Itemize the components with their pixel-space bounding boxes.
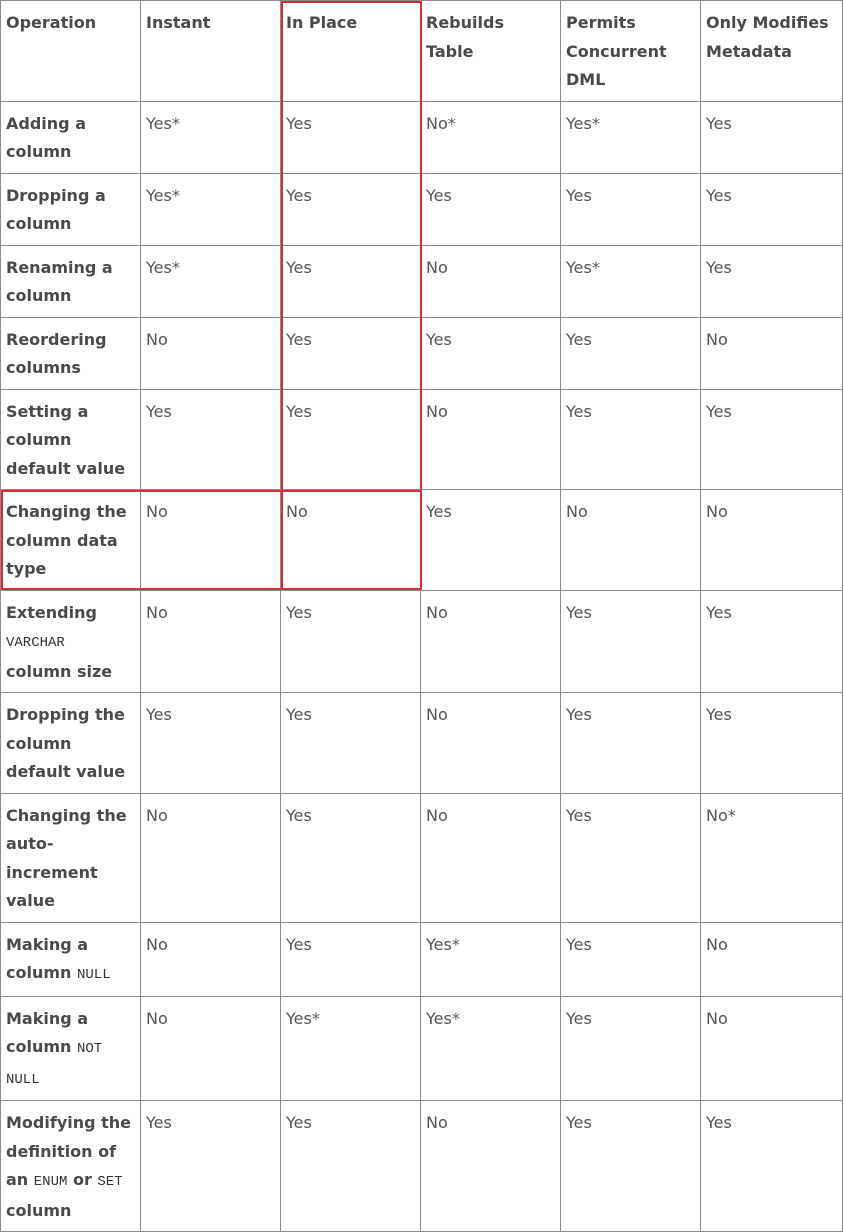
operation-cell [1,693,141,794]
operation-text: Making a column [6,934,89,982]
table-row [1,793,843,922]
header-operation: Operation [1,1,141,102]
table-row [1,922,843,996]
instant-cell: No [141,590,281,693]
permits-concurrent-dml-cell: No [561,490,701,591]
instant-cell: Yes [141,1101,281,1232]
permits-concurrent-dml-cell: Yes [561,389,701,490]
in-place-cell: Yes [281,793,421,922]
table-row [1,490,843,591]
operation-cell [1,922,141,996]
in-place-cell: No [281,490,421,591]
table-body [1,101,843,1232]
table-row [1,590,843,693]
rebuilds-table-cell: No* [421,101,561,173]
operation-text: Dropping the column default value [6,705,126,781]
only-modifies-metadata-cell: Yes [701,101,843,173]
operation-cell [1,793,141,922]
table-row [1,996,843,1101]
in-place-cell: Yes [281,101,421,173]
operation-cell [1,389,141,490]
operation-text: Changing the auto-increment value [6,805,127,910]
only-modifies-metadata-cell: No* [701,793,843,922]
permits-concurrent-dml-cell: Yes* [561,101,701,173]
table-row [1,693,843,794]
only-modifies-metadata-cell: No [701,490,843,591]
permits-concurrent-dml-cell: Yes [561,590,701,693]
rebuilds-table-cell: Yes [421,490,561,591]
header-rebuilds-table: Rebuilds Table [421,1,561,102]
instant-cell: No [141,996,281,1101]
code-literal: NULL [76,967,111,983]
permits-concurrent-dml-cell: Yes [561,173,701,245]
instant-cell: No [141,490,281,591]
instant-cell: Yes [141,693,281,794]
rebuilds-table-cell: No [421,793,561,922]
rebuilds-table-cell: No [421,389,561,490]
only-modifies-metadata-cell: No [701,317,843,389]
rebuilds-table-cell: Yes [421,317,561,389]
operation-cell [1,101,141,173]
operation-text: Renaming a column [6,257,113,305]
table-row [1,245,843,317]
only-modifies-metadata-cell: Yes [701,389,843,490]
instant-cell: Yes* [141,101,281,173]
operation-text: Changing the column data type [6,502,127,578]
in-place-cell: Yes [281,317,421,389]
header-instant: Instant [141,1,281,102]
permits-concurrent-dml-cell: Yes [561,996,701,1101]
operation-cell [1,996,141,1101]
permits-concurrent-dml-cell: Yes [561,317,701,389]
operation-text: Reordering columns [6,329,107,377]
rebuilds-table-cell: No [421,1101,561,1232]
permits-concurrent-dml-cell: Yes [561,922,701,996]
instant-cell: No [141,793,281,922]
permits-concurrent-dml-cell: Yes [561,693,701,794]
only-modifies-metadata-cell: Yes [701,693,843,794]
operation-text: or [67,1170,98,1189]
only-modifies-metadata-cell: Yes [701,173,843,245]
operation-text: Setting a column default value [6,401,126,478]
operation-text: Dropping a column [6,185,106,233]
in-place-cell: Yes [281,389,421,490]
header-permits-concurrent-dml: Permits Concurrent DML [561,1,701,102]
table-row [1,1101,843,1232]
instant-cell: No [141,922,281,996]
instant-cell: Yes* [141,245,281,317]
table-row [1,101,843,173]
in-place-cell: Yes [281,173,421,245]
code-literal: NOT NULL [6,1041,103,1088]
only-modifies-metadata-cell: Yes [701,1101,843,1232]
only-modifies-metadata-cell: Yes [701,245,843,317]
operation-text: column size [6,661,113,681]
permits-concurrent-dml-cell: Yes [561,793,701,922]
operation-text: Extending [6,602,97,622]
table-row [1,317,843,389]
in-place-cell: Yes* [281,996,421,1101]
instant-cell: Yes [141,389,281,490]
in-place-cell: Yes [281,922,421,996]
header-row [1,1,843,102]
only-modifies-metadata-cell: Yes [701,590,843,693]
operation-cell [1,490,141,591]
in-place-cell: Yes [281,590,421,693]
code-literal: SET [97,1174,123,1190]
operation-cell [1,317,141,389]
operation-cell [1,173,141,245]
rebuilds-table-cell: No [421,693,561,794]
rebuilds-table-cell: No [421,590,561,693]
operation-text: column [6,1200,72,1220]
operation-text: Adding a column [6,113,86,161]
rebuilds-table-cell: Yes* [421,922,561,996]
in-place-cell: Yes [281,245,421,317]
rebuilds-table-cell: Yes [421,173,561,245]
code-literal: ENUM [33,1174,68,1190]
permits-concurrent-dml-cell: Yes [561,1101,701,1232]
operation-cell [1,1101,141,1232]
header-in-place: In Place [281,1,421,102]
permits-concurrent-dml-cell: Yes* [561,245,701,317]
in-place-cell: Yes [281,693,421,794]
table-row [1,389,843,490]
instant-cell: Yes* [141,173,281,245]
operation-cell [1,245,141,317]
in-place-cell: Yes [281,1101,421,1232]
instant-cell: No [141,317,281,389]
only-modifies-metadata-cell: No [701,922,843,996]
operation-cell [1,590,141,693]
operation-text: Modifying the definition of an [6,1113,132,1189]
code-literal: VARCHAR [6,635,65,651]
operation-text: Making a column [6,1008,89,1056]
only-modifies-metadata-cell: No [701,996,843,1101]
header-only-modifies-metadata: Only Modifies Metadata [701,1,843,102]
rebuilds-table-cell: No [421,245,561,317]
rebuilds-table-cell: Yes* [421,996,561,1101]
table-row [1,173,843,245]
